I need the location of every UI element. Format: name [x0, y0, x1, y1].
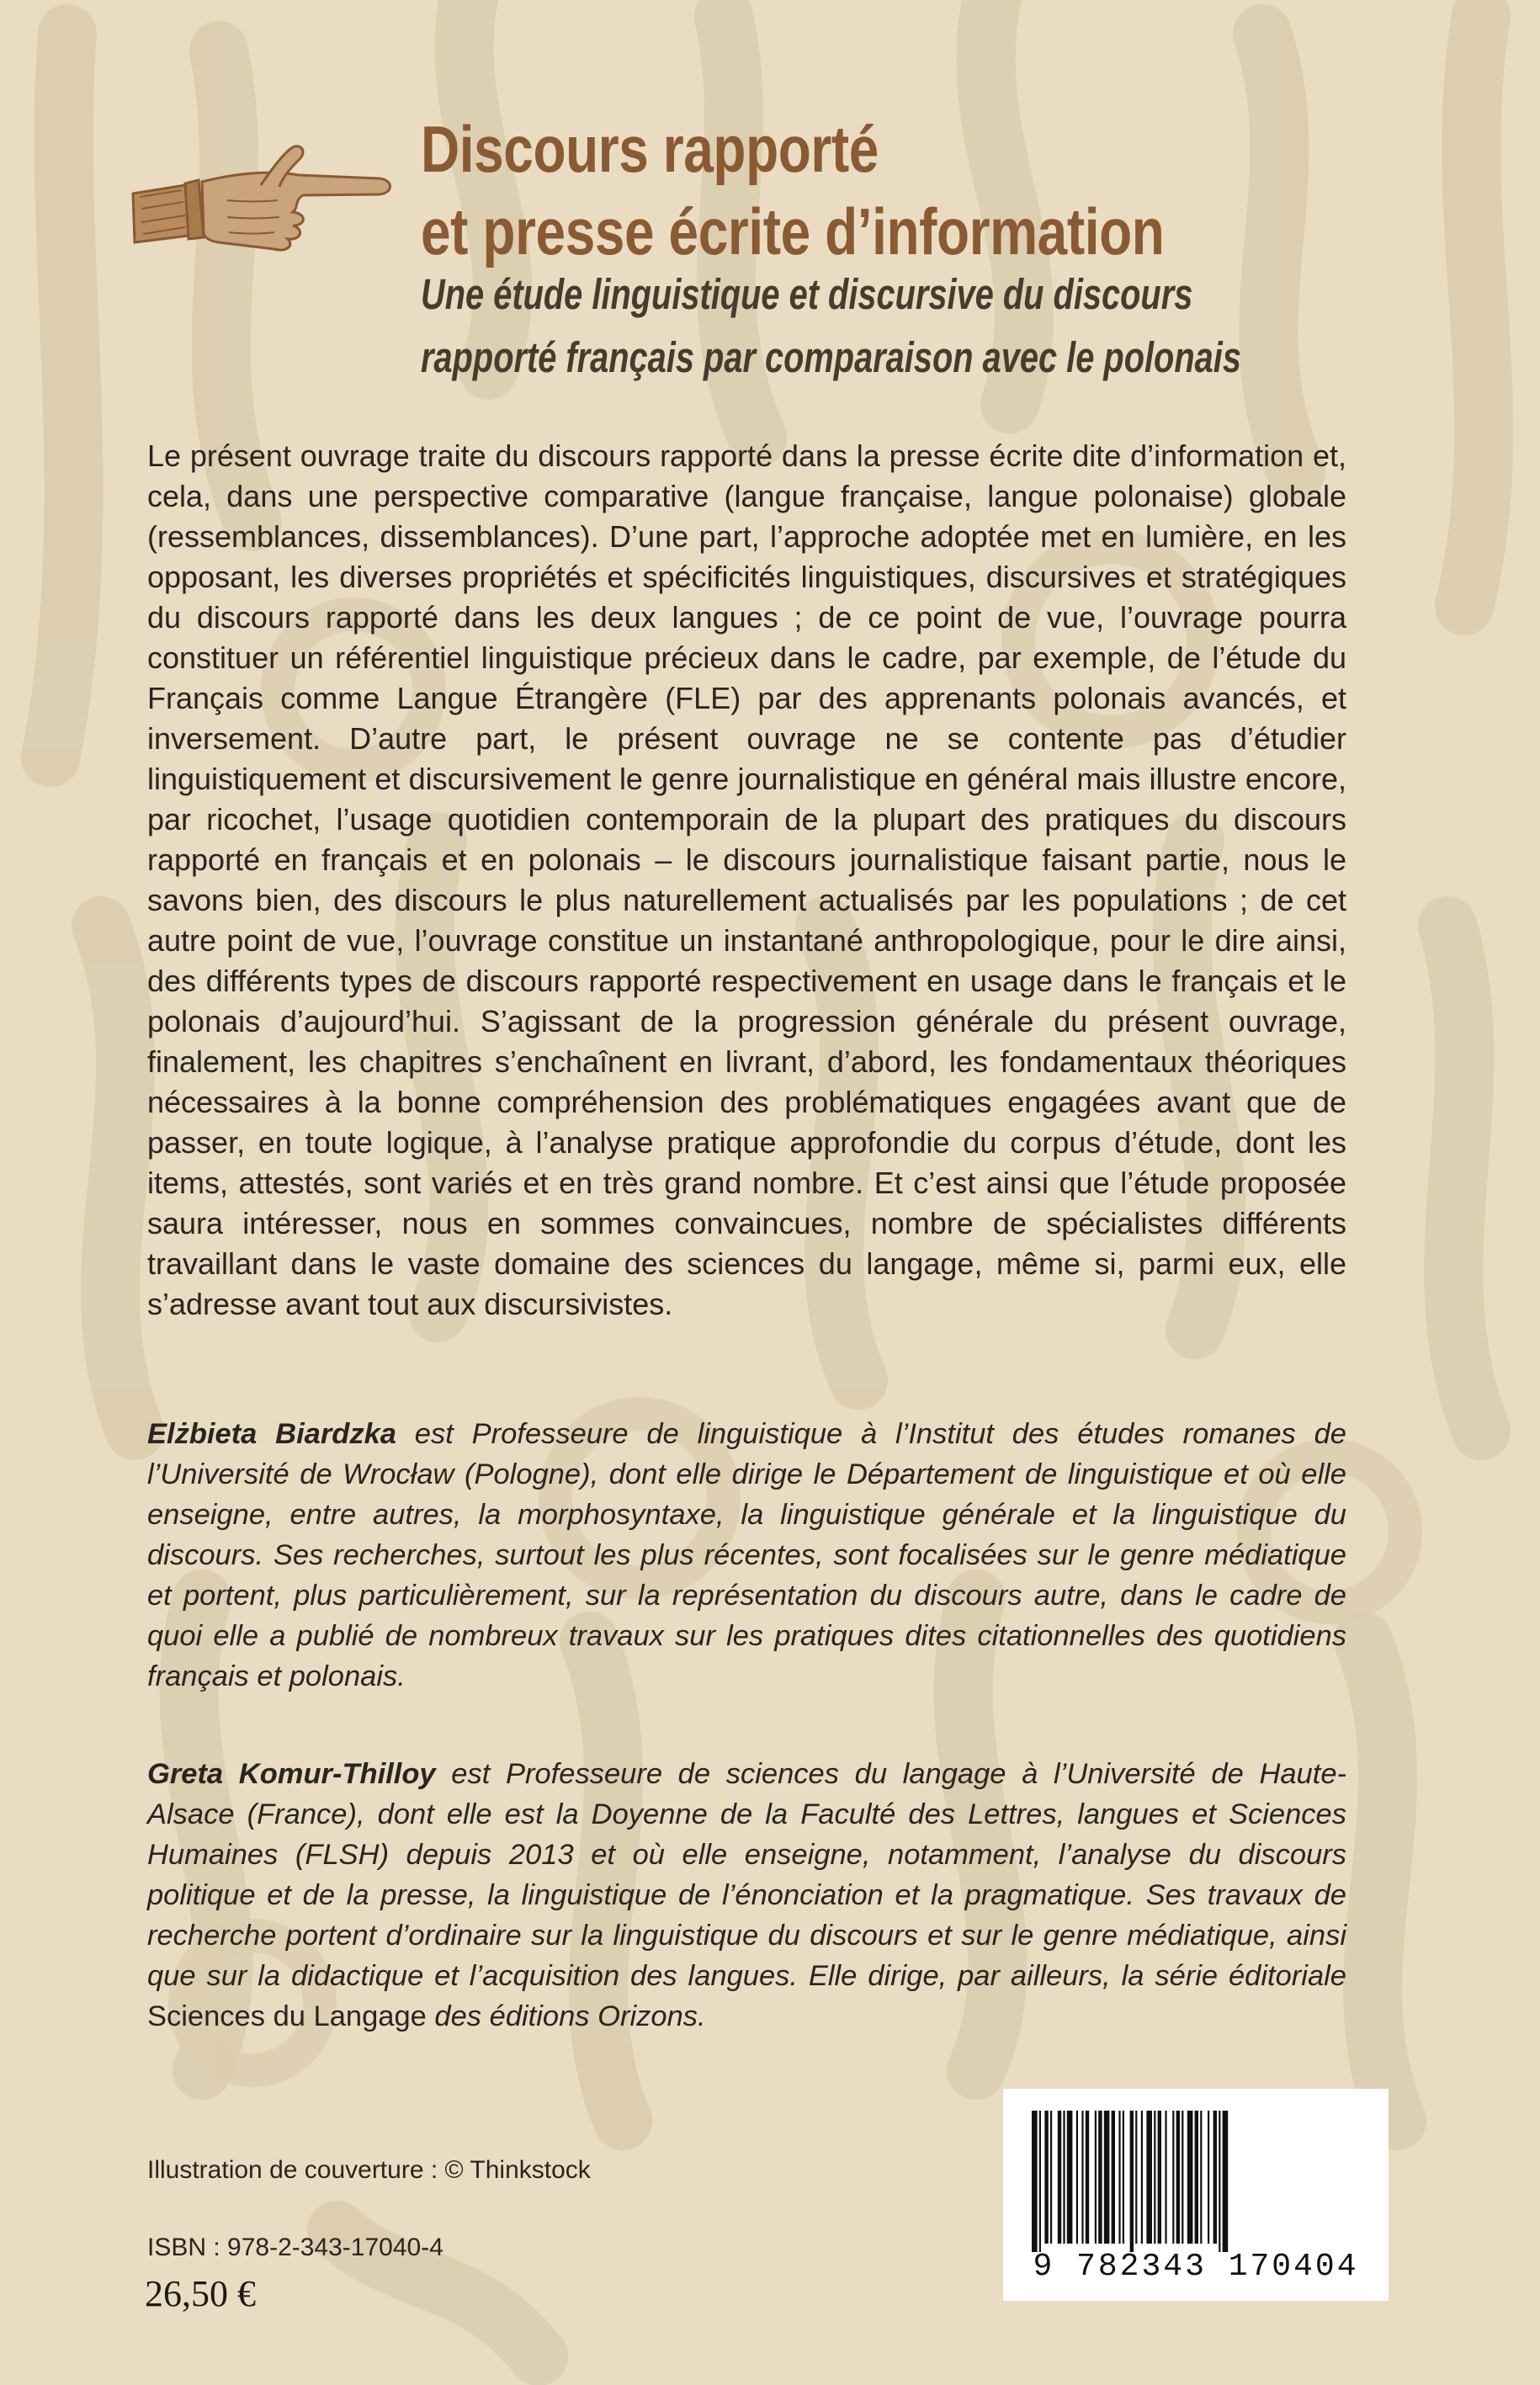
barcode-bar [1158, 2111, 1161, 2244]
barcode-bar [1063, 2111, 1065, 2244]
barcode-bar [1058, 2111, 1061, 2244]
series-name: Sciences du Langage [147, 2000, 427, 2032]
barcode-bar [1044, 2111, 1048, 2244]
barcode-bar [1200, 2111, 1202, 2244]
barcode-bar [1223, 2111, 1229, 2252]
author-bio-2-end: des éditions Orizons. [426, 2000, 706, 2032]
barcode-bar [1050, 2111, 1052, 2244]
author-bio-1-text: est Professeure de linguistique à l’Institut des études romanes de l’Université de Wrocław (Pologne), dont elle dirige le Département de linguistique et où elle enseigne, entre autres, la morphosyntaxe, la linguistique générale et la linguistique du discours. Ses recherches, surtout les plus récentes, sont focalisées sur le genre médiatique et portent, plus particulièrement, sur la représentation du discours autre, dans le cadre de quoi elle a publié de nombreux travaux sur les pratiques dites citationnelles des quotidiens français et polonais. [147, 1418, 1346, 1692]
barcode-bar [1213, 2111, 1217, 2244]
author-name-1: Elżbieta Biardzka [147, 1418, 396, 1450]
barcode-bar [1141, 2111, 1143, 2244]
barcode-bar [1076, 2111, 1078, 2244]
barcode-bar [1165, 2111, 1166, 2244]
barcode-icon [1027, 2111, 1363, 2254]
book-subtitle [421, 263, 1241, 389]
barcode-bar [1095, 2111, 1097, 2244]
barcode-bar [1081, 2111, 1083, 2244]
author-name-2: Greta Komur-Thilloy [147, 1758, 436, 1790]
barcode-bar [1118, 2111, 1120, 2244]
barcode-bar [1172, 2111, 1174, 2244]
barcode-bar [1104, 2111, 1110, 2244]
barcode-bar [1135, 2111, 1137, 2244]
book-title-line2: et presse écrite d’information [421, 194, 1165, 268]
book-subtitle-line1: Une étude linguistique et discursive du discours [421, 270, 1193, 318]
barcode-bar [1086, 2111, 1089, 2244]
illustration-credit: Illustration de couverture : © Thinkstock [147, 2156, 591, 2184]
barcode-bar [1195, 2111, 1198, 2244]
book-subtitle-line2: rapporté français par comparaison avec le polonais [421, 333, 1241, 381]
barcode-bar [1187, 2111, 1193, 2244]
barcode-bar [1219, 2111, 1220, 2252]
barcode-bar [1176, 2111, 1180, 2244]
barcode-bar [1146, 2111, 1152, 2244]
barcode-bar [1032, 2111, 1038, 2252]
barcode-bar [1098, 2111, 1102, 2244]
barcode-bar [1208, 2111, 1209, 2244]
barcode-box [1003, 2089, 1389, 2301]
barcode-bar [1130, 2111, 1134, 2252]
author-bio-2 [147, 1754, 1346, 2037]
summary-paragraph: Le présent ouvrage traite du discours rapporté dans la presse écrite dite d’information et, cela, dans une perspective comparative (langue française, langue polonaise) globale (ressemblances, dissemblances). D’une part, l’approche adoptée met en lumière, en les opposant, les diverses propriétés et spécificités linguistiques, discursives et stratégiques du discours rapporté dans les deux langues ; de ce point de vue, l’ouvrage pourra constituer un référentiel linguistique précieux dans le cadre, par exemple, de l’étude du Français comme Langue Étrangère (FLE) par des apprenants polonais avancés, et inversement. D’autre part, le présent ouvrage ne se contente pas d’étudier linguistiquement et discursivement le genre journalistique en général mais illustre encore, par ricochet, l’usage quotidien contemporain de la plupart des pratiques du discours rapporté en français et en polonais – le discours journalistique faisant partie, nous le savons bien, des discours le plus naturellement actualisés par les populations ; de cet autre point de vue, l’ouvrage constitue un instantané anthropologique, pour le dire ainsi, des différents types de discours rapporté respectivement en usage dans le français et le polonais d’aujourd’hui. S’agissant de la progression générale du présent ouvrage, finalement, les chapitres s’enchaînent en livrant, d’abord, les fondamentaux théoriques nécessaires à la bonne compréhension des problématiques engagées avant que de passer, en toute logique, à l’analyse pratique approfondie du corpus d’étude, dont les items, attestés, sont variés et en très grand nombre. Et c’est ainsi que l’étude proposée saura intéresser, nous en sommes convaincues, nombre de spécialistes différents travaillant dans le vaste domaine des sciences du langage, même si, parmi eux, elle s’adresse avant tout aux discursivistes. [147, 438, 1346, 1321]
author-bio-2-text: est Professeure de sciences du langage à l’Université de Haute-Alsace (France), dont elle est la Doyenne de la Faculté des Lettres, langues et Sciences Humaines (FLSH) depuis 2013 et où elle enseigne, notamment, l’analyse du discours politique et de la presse, la linguistique de l’énonciation et la pragmatique. Ses travaux de recherche portent d’ordinaire sur la linguistique du discours et sur le genre médiatique, ainsi que sur la didactique et l’acquisition des langues. Elle dirige, par ailleurs, la série éditoriale [147, 1758, 1346, 1992]
barcode-bar [1154, 2111, 1155, 2244]
pointing-hand-icon [126, 141, 400, 263]
barcode-digits: 9 782343 170404 [1033, 2249, 1359, 2285]
barcode-bar [1123, 2111, 1124, 2244]
book-title [421, 108, 1249, 273]
book-title-line1: Discours rapporté [421, 112, 879, 186]
barcode-bar [1112, 2111, 1115, 2244]
barcode-bar [1039, 2111, 1041, 2252]
isbn-text: ISBN : 978-2-343-17040-4 [147, 2234, 443, 2261]
price-text: 26,50 € [145, 2273, 256, 2314]
barcode-bar [1067, 2111, 1073, 2244]
author-bio-1 [147, 1414, 1346, 1697]
barcode-bar [1182, 2111, 1183, 2244]
